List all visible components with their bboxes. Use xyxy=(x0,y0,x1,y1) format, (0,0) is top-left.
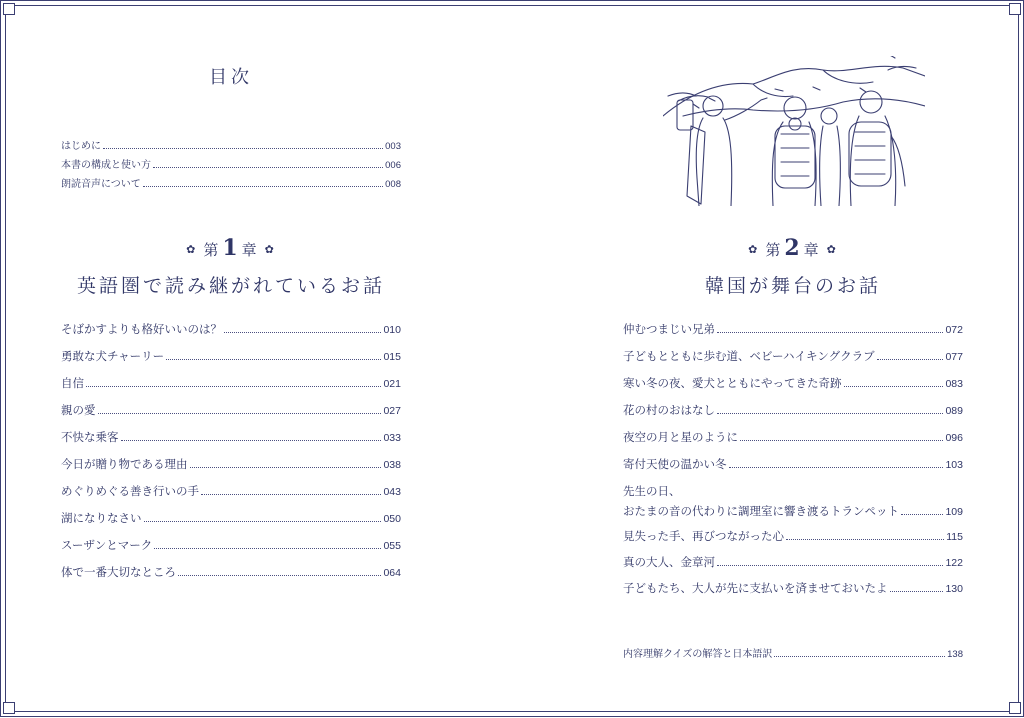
toc-entry-page: 006 xyxy=(385,160,401,171)
dotted-leader xyxy=(190,466,382,468)
flower-ornament-icon: ✿ xyxy=(748,243,760,256)
toc-entry-label-line1: 先生の日、 xyxy=(623,484,681,498)
toc-entry[interactable] xyxy=(61,456,401,472)
toc-entry-page: 083 xyxy=(945,378,963,390)
toc-entry-label: 寒い冬の夜、愛犬とともにやってきた奇跡 xyxy=(623,376,842,390)
chapter-number: ✿ 第2 章 ✿ xyxy=(748,235,838,261)
dotted-leader xyxy=(786,538,944,540)
dotted-leader xyxy=(144,520,382,522)
toc-entry-page: 130 xyxy=(945,583,963,595)
toc-entry[interactable] xyxy=(61,402,401,418)
frame-corner xyxy=(1009,702,1021,714)
toc-entry-page: 038 xyxy=(383,459,401,471)
toc-entry-page: 138 xyxy=(947,649,963,660)
toc-entry[interactable] xyxy=(623,645,963,660)
flower-ornament-icon: ✿ xyxy=(186,243,198,256)
toc-entry-label: はじめに xyxy=(61,141,101,152)
toc-title: 目次 xyxy=(209,67,253,88)
dotted-leader xyxy=(154,547,381,549)
toc-entry[interactable] xyxy=(623,456,963,472)
dotted-leader xyxy=(224,331,381,333)
toc-entry-label: スーザンとマーク xyxy=(61,538,153,552)
toc-entry[interactable] xyxy=(61,156,401,171)
dotted-leader xyxy=(98,412,382,414)
toc-entry-page: 008 xyxy=(385,179,401,190)
toc-entry-page: 010 xyxy=(383,324,401,336)
dotted-leader xyxy=(121,439,382,441)
toc-entry-page: 064 xyxy=(383,567,401,579)
left-page xyxy=(61,1,401,718)
toc-entry-label: 親の愛 xyxy=(61,403,96,417)
toc-entry-label: 体で一番大切なところ xyxy=(61,565,176,579)
dotted-leader xyxy=(740,439,943,441)
toc-entry-label: 自信 xyxy=(61,376,84,390)
frame-corner xyxy=(1009,3,1021,15)
toc-entry[interactable] xyxy=(61,537,401,553)
frame-corner xyxy=(3,3,15,15)
toc-entry-label: 湖になりなさい xyxy=(61,511,142,525)
flower-ornament-icon: ✿ xyxy=(264,243,276,256)
toc-entry-label: 見失った手、再びつながった心 xyxy=(623,529,784,543)
toc-entry-page: 033 xyxy=(383,432,401,444)
chapter-title: 韓国が舞台のお話 xyxy=(704,275,881,297)
dotted-leader xyxy=(166,358,381,360)
toc-entry[interactable] xyxy=(623,528,963,544)
chapter-heading xyxy=(623,235,963,298)
toc-entry[interactable] xyxy=(61,137,401,152)
toc-entry-label: 子どもとともに歩む道、ベビーハイキングクラブ xyxy=(623,349,875,363)
toc-entry-page: 050 xyxy=(383,513,401,525)
dotted-leader xyxy=(717,412,943,414)
toc-entry-label-line2: おたまの音の代わりに調理室に響き渡るトランペット xyxy=(623,504,899,518)
toc-entry-page: 077 xyxy=(945,351,963,363)
dotted-leader xyxy=(717,564,943,566)
dotted-leader xyxy=(901,513,943,515)
chapter-title: 英語圏で読み継がれているお話 xyxy=(76,275,385,297)
dotted-leader xyxy=(178,574,381,576)
dotted-leader xyxy=(844,385,944,387)
dotted-leader xyxy=(143,185,383,187)
dotted-leader xyxy=(717,331,943,333)
toc-entry-page: 115 xyxy=(946,531,963,543)
toc-entry-label: 本書の構成と使い方 xyxy=(61,160,151,171)
toc-entry[interactable] xyxy=(623,429,963,445)
flower-ornament-icon: ✿ xyxy=(826,243,838,256)
toc-entry-page: 055 xyxy=(383,540,401,552)
toc-entry-label: 夜空の月と星のように xyxy=(623,430,738,444)
toc-entry[interactable] xyxy=(623,554,963,570)
toc-entry-label: 朗読音声について xyxy=(61,179,141,190)
chapter-heading xyxy=(61,235,401,298)
toc-entry[interactable] xyxy=(623,402,963,418)
toc-entry-label: 寄付天使の温かい冬 xyxy=(623,457,727,471)
toc-entry[interactable] xyxy=(623,321,963,337)
dotted-leader xyxy=(729,466,944,468)
toc-entry[interactable] xyxy=(61,348,401,364)
dotted-leader xyxy=(86,385,381,387)
dotted-leader xyxy=(153,166,383,168)
toc-entry-page: 109 xyxy=(945,506,963,518)
toc-entry-label: 不快な乗客 xyxy=(61,430,119,444)
toc-entry-page: 043 xyxy=(383,486,401,498)
dotted-leader xyxy=(774,655,945,657)
toc-entry[interactable] xyxy=(61,321,401,337)
frame-corner xyxy=(3,702,15,714)
chapter-number: ✿ 第1 章 ✿ xyxy=(186,235,276,261)
toc-entry[interactable] xyxy=(61,564,401,580)
toc-entry[interactable] xyxy=(61,510,401,526)
right-page xyxy=(623,1,963,718)
toc-entry-page: 027 xyxy=(383,405,401,417)
toc-entry-label: そばかすよりも格好いいのは？ xyxy=(61,322,222,336)
toc-entry[interactable] xyxy=(623,580,963,596)
toc-entry-label: 仲むつまじい兄弟 xyxy=(623,322,715,336)
toc-entry-label: 勇敢な犬チャーリー xyxy=(61,349,165,363)
toc-entry-page: 015 xyxy=(383,351,401,363)
toc-entry[interactable] xyxy=(623,375,963,391)
toc-entry-page: 003 xyxy=(385,141,401,152)
toc-entry-page: 089 xyxy=(945,405,963,417)
toc-entry-label: 花の村のおはなし xyxy=(623,403,715,417)
toc-entry-page: 103 xyxy=(945,459,963,471)
toc-entry-page: 096 xyxy=(945,432,963,444)
dotted-leader xyxy=(103,147,383,149)
toc-entry-label: 真の大人、金章河 xyxy=(623,555,715,569)
toc-entry[interactable] xyxy=(623,348,963,364)
toc-entry-page: 072 xyxy=(945,324,963,336)
toc-entry-page: 122 xyxy=(945,557,963,569)
toc-entry-label: 今日が贈り物である理由 xyxy=(61,457,188,471)
toc-entry-label: めぐりめぐる善き行いの手 xyxy=(61,484,199,498)
dotted-leader xyxy=(890,590,944,592)
toc-entry-multiline[interactable] xyxy=(623,483,963,519)
toc-entry[interactable] xyxy=(61,483,401,499)
dotted-leader xyxy=(201,493,381,495)
toc-entry[interactable] xyxy=(61,175,401,190)
toc-entry[interactable] xyxy=(61,429,401,445)
toc-entry[interactable] xyxy=(61,375,401,391)
toc-entry-label: 内容理解クイズの解答と日本語訳 xyxy=(623,649,773,660)
dotted-leader xyxy=(877,358,944,360)
toc-entry-page: 021 xyxy=(383,378,401,390)
toc-entry-label: 子どもたち、大人が先に支払いを済ませておいたよ xyxy=(623,581,888,595)
